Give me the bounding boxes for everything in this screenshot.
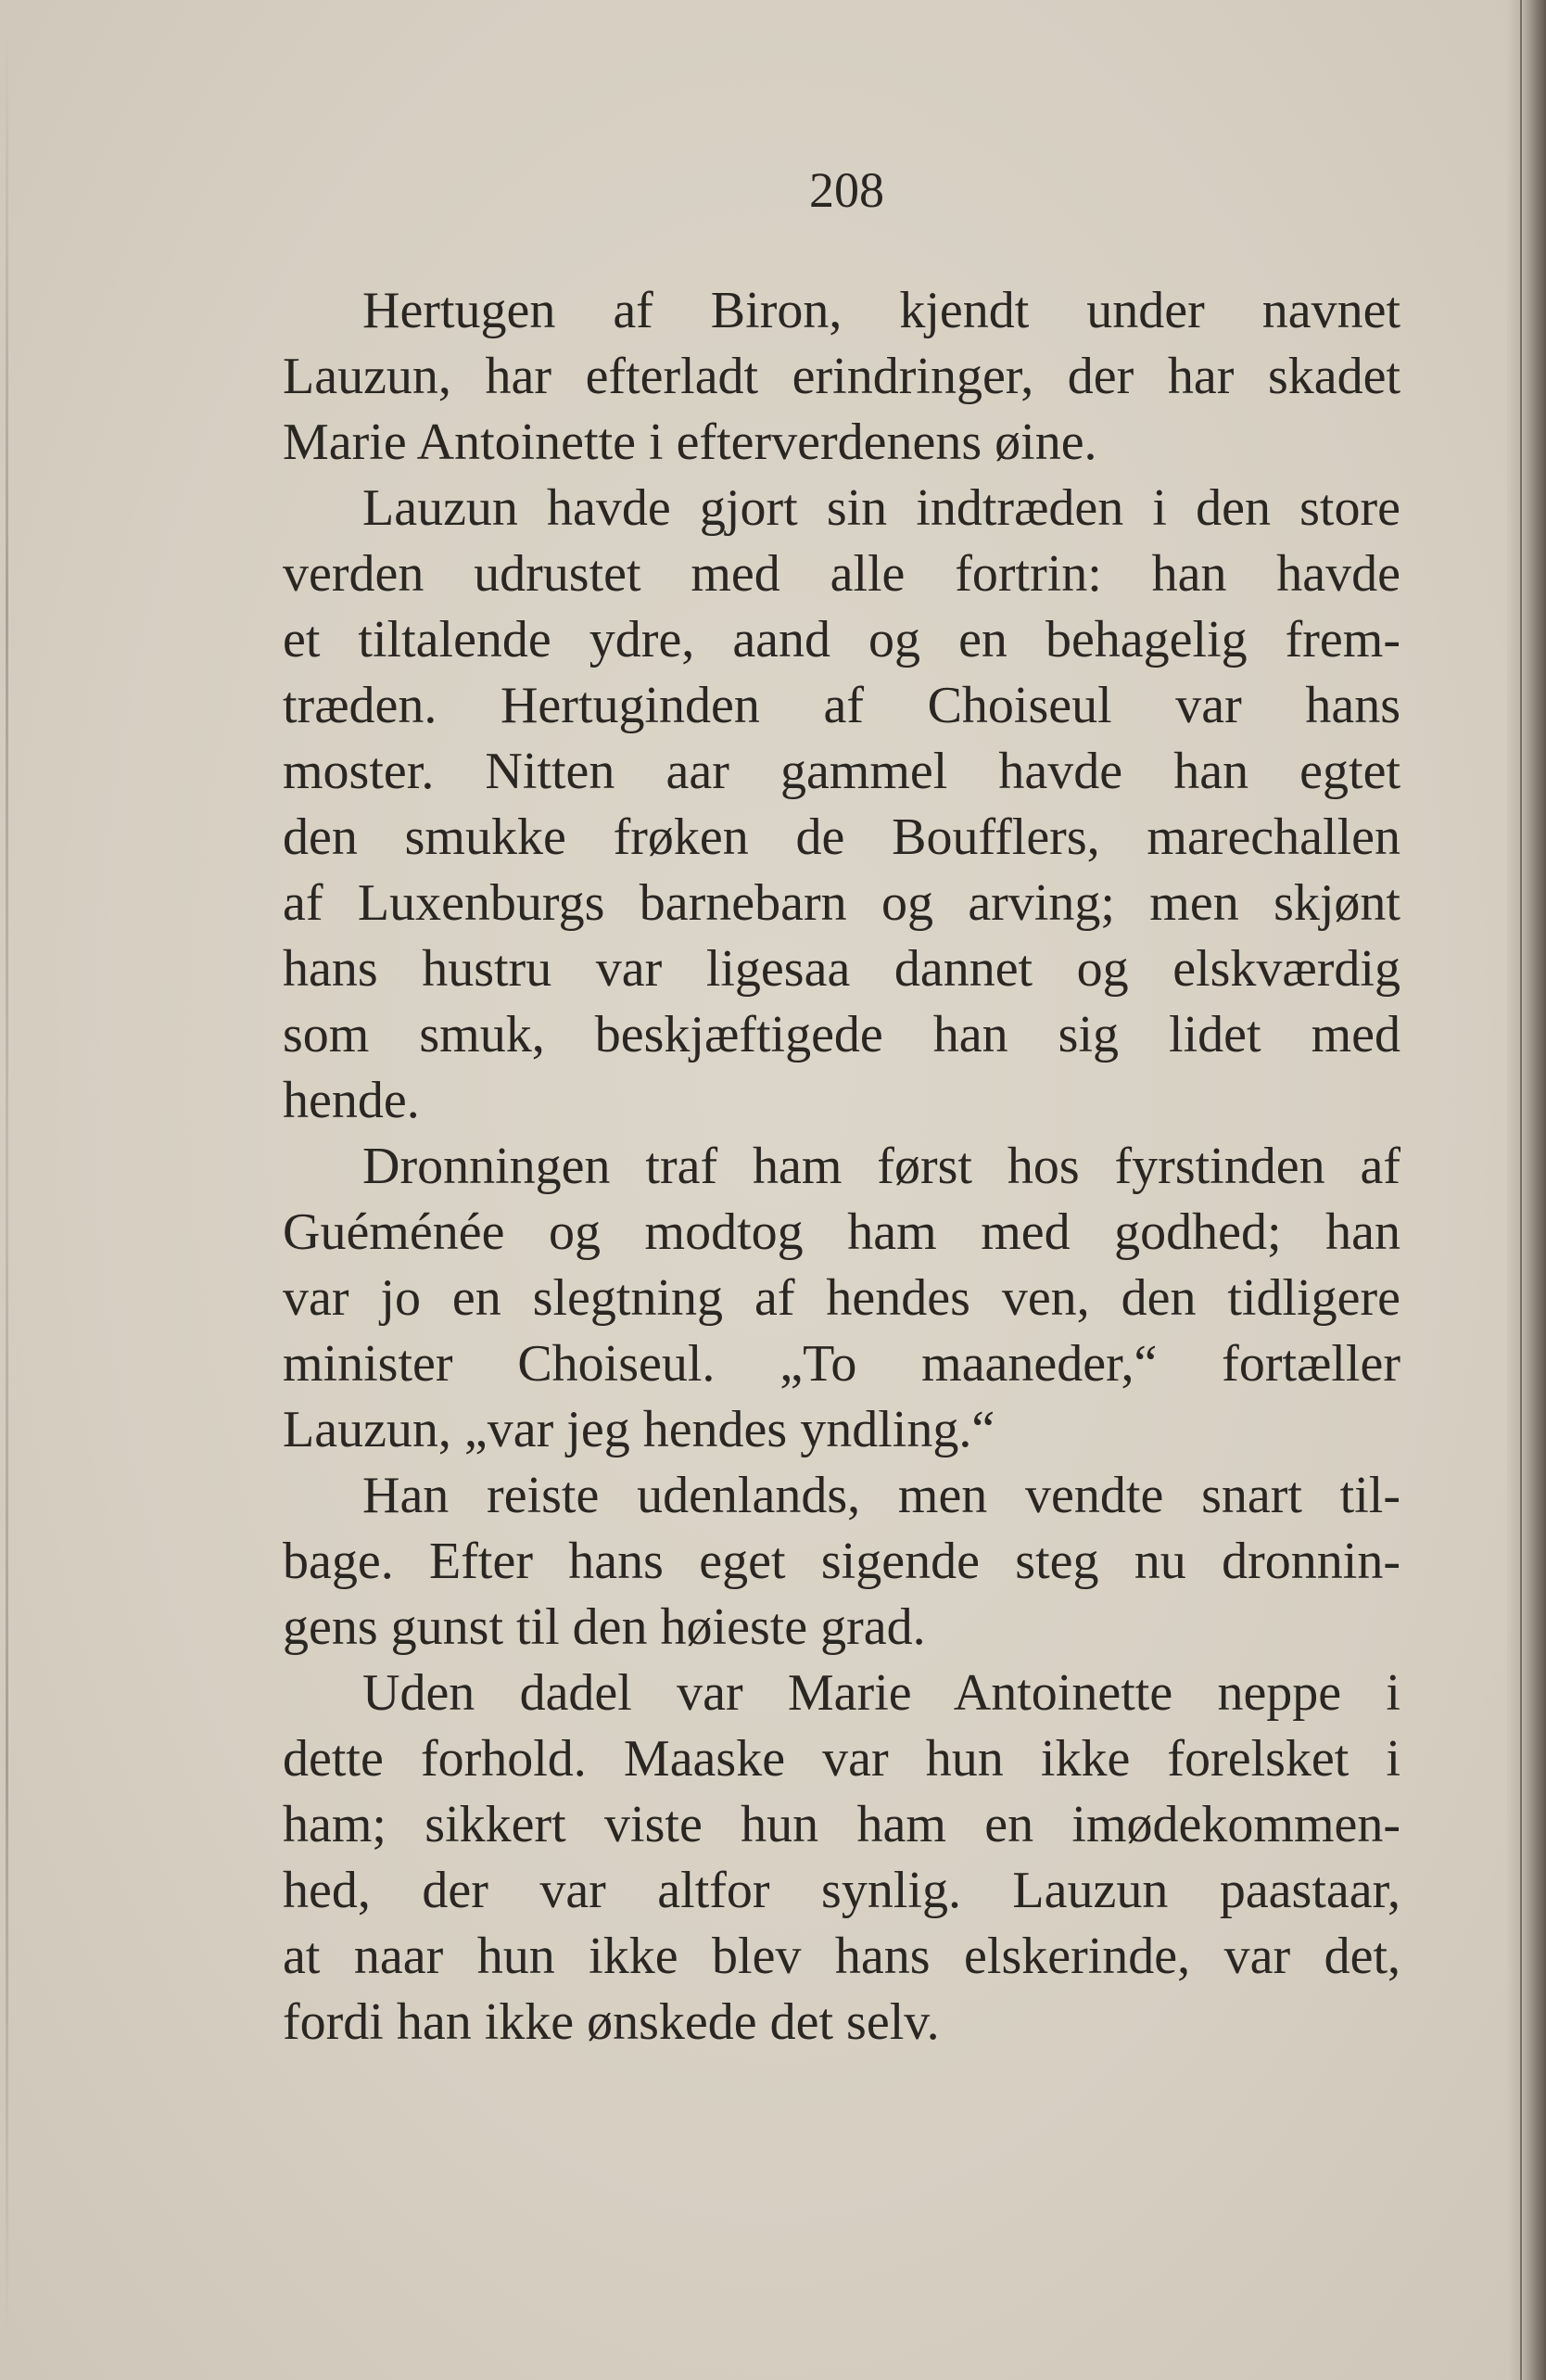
text-line: dette forhold. Maaske var hun ikke forelsket i — [283, 1730, 1400, 1788]
text-line: Dronningen traf ham først hos fyrstinden af — [362, 1138, 1400, 1195]
paragraph — [283, 1661, 1400, 2055]
paragraph — [283, 476, 1400, 1134]
text-line: bage. Efter hans eget sigende steg nu dronnin- — [283, 1533, 1400, 1590]
text-line: et tiltalende ydre, aand og en behagelig frem- — [283, 611, 1400, 668]
text-line: hende. — [283, 1072, 420, 1129]
text-line: hans hustru var ligesaa dannet og elskværdig — [283, 940, 1400, 998]
text-line: ham; sikkert viste hun ham en imødekommen- — [283, 1796, 1400, 1853]
text-line: gens gunst til den høieste grad. — [283, 1598, 926, 1656]
text-line: Han reiste udenlands, men vendte snart til- — [362, 1467, 1400, 1524]
text-line: Guéménée og modtog ham med godhed; han — [283, 1203, 1400, 1261]
text-line: som smuk, beskjæftigede han sig lidet med — [283, 1006, 1400, 1063]
text-line: Uden dadel var Marie Antoinette neppe i — [362, 1664, 1400, 1722]
text-line: træden. Hertuginden af Choiseul var hans — [283, 677, 1400, 734]
text-line: moster. Nitten aar gammel havde han egtet — [283, 743, 1400, 800]
text-line: Lauzun, har efterladt erindringer, der har skadet — [283, 348, 1400, 405]
text-line: Marie Antoinette i efterverdenens øine. — [283, 414, 1097, 471]
binding-edge — [6, 28, 8, 2346]
text-line: hed, der var altfor synlig. Lauzun paastaar, — [283, 1862, 1400, 1919]
text-line: minister Choiseul. „To maaneder,“ fortæller — [283, 1335, 1400, 1393]
text-line: Hertugen af Biron, kjendt under navnet — [362, 282, 1400, 339]
text-line: af Luxenburgs barnebarn og arving; men skjønt — [283, 874, 1400, 932]
page-stack-edge — [1507, 0, 1546, 2380]
paragraph — [283, 278, 1400, 476]
text-line: Lauzun, „var jeg hendes yndling.“ — [283, 1401, 995, 1458]
text-line: verden udrustet med alle fortrin: han havde — [283, 545, 1400, 603]
text-line: den smukke frøken de Boufflers, marechallen — [283, 808, 1400, 866]
text-line: var jo en slegtning af hendes ven, den tidligere — [283, 1269, 1400, 1327]
paragraph — [283, 1134, 1400, 1463]
paragraph — [283, 1463, 1400, 1661]
page-number: 208 — [809, 162, 884, 218]
page-edge-line — [1520, 0, 1522, 2380]
body-text — [283, 278, 1400, 2055]
text-line: at naar hun ikke blev hans elskerinde, var det, — [283, 1928, 1400, 1985]
text-line: Lauzun havde gjort sin indtræden i den store — [362, 479, 1400, 537]
text-line: fordi han ikke ønskede det selv. — [283, 1993, 940, 2051]
